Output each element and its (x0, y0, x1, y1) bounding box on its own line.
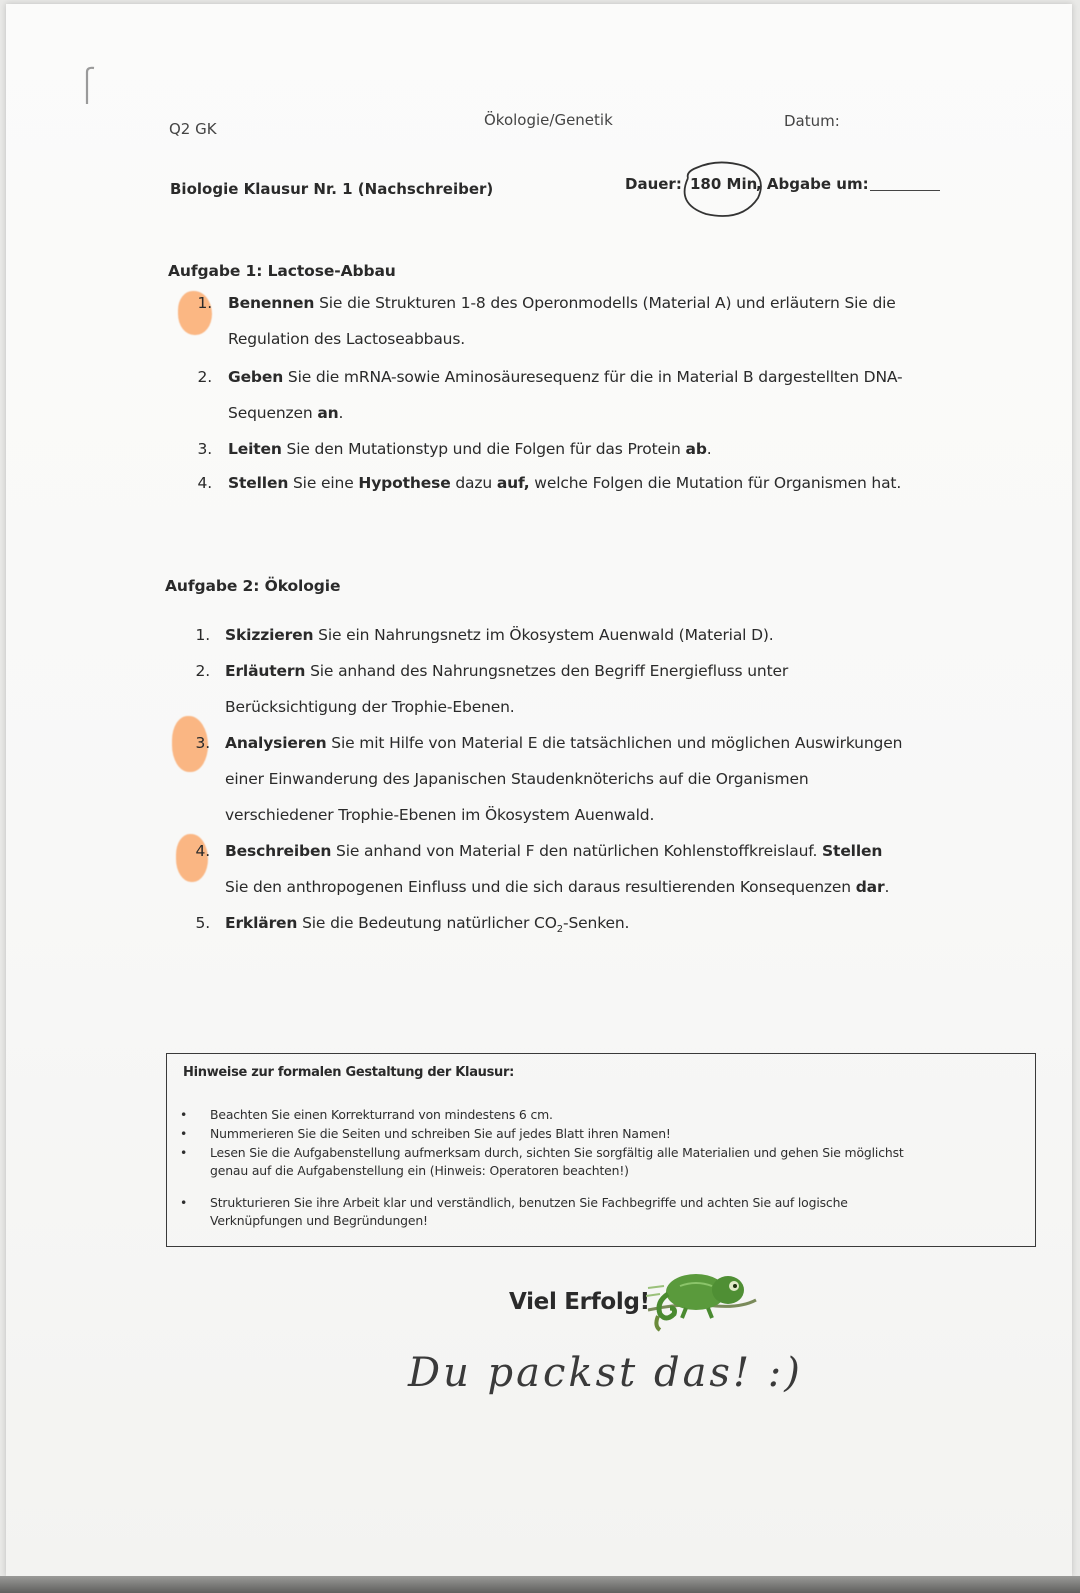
scanner-edge (0, 1576, 1080, 1593)
exam-title: Biologie Klausur Nr. 1 (Nachschreiber) (170, 180, 494, 198)
date-label: Datum: (784, 112, 840, 130)
submission-time-blank (870, 190, 940, 191)
good-luck-text: Viel Erfolg! (509, 1289, 650, 1315)
handwritten-note: Du packst das! :) (408, 1350, 803, 1396)
task2-title: Aufgabe 2: Ökologie (165, 577, 341, 595)
task1-title: Aufgabe 1: Lactose-Abbau (168, 262, 396, 280)
topic-label: Ökologie/Genetik (484, 111, 613, 129)
formal-hints-box: Hinweise zur formalen Gestaltung der Klausur: • Beachten Sie einen Korrekturrand von mindestens 6 cm. • Nummerieren Sie die Seiten und schreiben Sie auf jedes Blatt ihren Namen! • Lesen Sie die Aufgabenstellung aufmerksam durch, sichten Sie sorgfältig alle Materialien und gehen Sie möglichst genau auf die Aufgabenstellung ein (Hinweis: Operatoren beachten!) • Strukturieren Sie ihre Arbeit klar und verständlich, benutzen Sie Fachbegriffe und achten Sie auf logische Verknüpfungen und Begründungen! (166, 1053, 1036, 1247)
exam-sheet: Q2 GK Ökologie/Genetik Datum: Biologie Klausur Nr. 1 (Nachschreiber) Dauer: 180 Min , Abgabe um: Aufgabe 1: Lactose-Abbau 1. Benennen Sie die Strukturen 1-8 des Operonmodells (Material A) und erläutern Sie die Regulation des Lactoseabbaus. 2. Geben Sie die mRNA-sowie Aminosäuresequenz für die in Material B dargestellten DNA- Sequenzen an. 3. Leiten Sie den Mutationstyp und die Folgen für das Protein ab. 4. Stellen Sie eine Hypothese dazu auf, welche Folgen die Mutation für Organismen hat. Aufgabe 2: Ökologie 1. Skizzieren Sie ein Nahrungsnetz im Ökosystem Auenwald (Material D). 2. Erläutern Sie anhand des Nahrungsnetzes den Begriff Energiefluss unter Berücksichtigung der Trophie-Ebenen. 3. Analysieren Sie mit Hilfe von Material E die tatsächlichen und möglichen Auswirkungen einer Einwanderung des Japanischen Staudenknöterichs auf die Organismen verschiedener Trophie-Ebenen im Ökosystem Auenwald. 4. Beschreiben Sie anhand von Material F den natürlichen Kohlenstoffkreislauf. Stellen Sie den anthropogenen Einfluss und die sich daraus resultierenden Konsequenzen dar. 5. Erklären Sie die Bedeutung natürlicher $CO_2$-Senken. Hinweise zur formalen Gestaltung der Klausur: • Beachten Sie einen Korrekturrand von mindestens 6 cm. • Nummerieren Sie die Seiten und schreiben Sie auf jedes Blatt ihren Namen! • Lesen Sie die Aufgabenstellung aufmerksam durch, sichten Sie sorgfältig alle Materialien und gehen Sie möglichst genau auf die Aufgabenstellung ein (Hinweis: Operatoren beachten!) • Strukturieren Sie ihre Arbeit klar und verständlich, benutzen Sie Fachbegriffe und achten Sie auf logische Verknüpfungen und Begründungen! Viel Erfolg! Du packst das! :) (6, 4, 1072, 1576)
course-label: Q2 GK (169, 120, 217, 138)
staple-mark (84, 64, 98, 108)
duration-suffix: , Abgabe um: (756, 175, 869, 193)
duration-prefix: Dauer: (625, 175, 682, 193)
duration-value: 180 Min (690, 175, 758, 193)
chameleon-icon (646, 1266, 766, 1338)
hints-title: Hinweise zur formalen Gestaltung der Klausur: (183, 1065, 515, 1080)
duration-circle-mark (670, 156, 770, 222)
